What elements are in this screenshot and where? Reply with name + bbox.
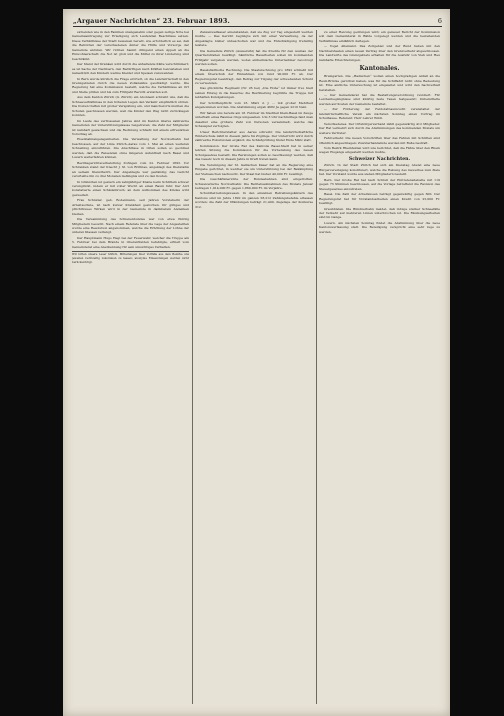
article-paragraph: Der Schöffenpflicht vom 23. März d. J. ... mit großer Mehrheit angenommen worden. Die Abstimmung ergab 4682 Ja gegen 2210 Nein. [195, 100, 313, 110]
article-paragraph: Die Vereinigung der St. Gallischen Käser hat an die Regierung eine Eingabe gerichtet, in welcher sie um Unterstützung bei der Bekämpfung der Viehseuchen nachsucht. Der Staat hat bisher 40,000 Fr. bewilligt. [195, 162, 313, 176]
article-paragraph: Vom Bezirk Rheinfelden wird uns berichtet, daß die Fähre über den Rhein wegen Eisgangs eingestellt werden mußte. [319, 145, 440, 155]
article-paragraph: Eisenbahnangelegenheiten. Die Verwaltung der Nordostbahn hat beschlossen, auf der Linie Zürich–Aarau vom 1. Mai an einen weiteren Schnellzug einzuführen. Die Anschlüsse in Olten sollen so geordnet werden, daß die Reisenden ohne längeren Aufenthalt nach Basel und Luzern weiterfahren können. [72, 137, 189, 160]
header-title: „Argauer Nachrichten“ 23. Februar 1893. [73, 17, 230, 25]
article-paragraph: zu einer Heizung gedrungen wird; ein genauer Bericht der Kommission soll dem Gemeinderat in Bälde vorgelegt werden und die bestehenden Verhältnisse einläßlich darlegen. [319, 30, 440, 43]
article-paragraph: Das glückliche Regiment (Nr. 26 bei) „Die Hohe“ ist immer frei, hielt seinen Einzug in die Kaserne; die Bevölkerung begrüßte die Truppe mit lebhaften Kundgebungen. [195, 86, 313, 100]
section-heading: Schweizer Nachrichten. [348, 156, 411, 162]
newspaper-page [63, 9, 450, 716]
left-column [72, 30, 189, 706]
article-paragraph: Baselstädtische Rechnung. Die Staatsrechnung pro 1892 schließt mit einem Überschuß der Einnahmen von rund 90,000 Fr. ab. Der Regierungsrat beantragt, den Betrag zur Tilgung der schwebenden Schuld zu verwenden. [195, 67, 313, 85]
article-paragraph: sichenden wie in den Familien unangenehm oder gegen zeitige Nöte bei Gemeinsamtragung zur Erledigung sich Laufenden Beschlüsse setzen. Diese Verhältnisse der Stadt beweisen beredt, wie erforderlich es sei, daß die Behörden der verschiedenen Ämter die Hülfe und Vorsorge der Gemeinde anrufen. Wir richten hiemit dringend einen Appell an die Einwohnerschaft; die Not ist groß und die Mittel zu ihrer Linderung sind beschränkt. [72, 30, 189, 61]
article-paragraph: Bern. Der Große Rat hat nach Schluß der Eintretensdebatte mit 119 gegen 73 Stimmen beschlossen, auf die Vorlage betreffend die Revision des Steuergesetzes einzutreten. [319, 177, 440, 191]
article-paragraph: Basel. Die Zahl der Arbeitslosen beträgt gegenwärtig gegen 600. Der Regierungsrat hat für Notstandsarbeiten einen Kredit von 25,000 Fr. bewilligt. [319, 192, 440, 206]
article-paragraph: Luzern. Am nächsten Sonntag findet die Abstimmung über die neue Kantonsverfassung statt. Die Beteiligung verspricht eine sehr rege zu werden. [319, 220, 440, 234]
article-paragraph: Unser Berichterstatter aus Aarau schreibt: Die landwirtschaftliche Winterschule zählt in diesem Jahre 64 Zöglinge. Der Unterricht wird durch zahlreiche Exkursionen ergänzt; die Schlußprüfung findet Ende März statt. [195, 129, 313, 143]
page-number: 6 [437, 17, 442, 25]
article-paragraph: Graubünden. Die Bündnerbahn meldet, daß infolge starker Schneefälle der Verkehr auf mehreren Linien unterbrochen ist. Die Räumungsarbeiten sind im Gange. [319, 206, 440, 220]
article-paragraph: In Bern wurde kürzlich die Frage erörtert, ob die Landwirtschaft in den Grenzgebieten durch die neuen Zollansätze geschädigt werde. Die Regierung hat eine Kommission bestellt, welche die Verhältnisse an Ort und Stelle prüfen und bis zum Frühjahr Bericht erstatten soll. [72, 76, 189, 94]
column-divider [192, 30, 193, 704]
article-paragraph: Verschiedenes. Der Ortsbürgerverband zählt gegenwärtig 412 Mitglieder. Der Rat vermehrt sich durch die Abstimmungen des kommenden Monats um weitere Vertreter. [319, 121, 440, 135]
article-paragraph: Im Laufe des verflossenen Jahres sind im Kanton Glarus zahlreiche Gemeinden der Unterstützungskasse beigetreten; die Zahl der Mitglieder ist namhaft gewachsen und die Rechnung schließt mit einem erfreulichen Vorschlag ab. [72, 118, 189, 136]
column-divider [316, 30, 317, 704]
article-paragraph: Frau Schnider, geb. Bodenmann, seit Jahren Vorsteherin der Arbeitsschule, ist nach kurzer Krankheit gestorben. Ihr gütiges und pflichttreues Wirken wird in der Gemeinde in dankbarem Andenken bleiben. [72, 198, 189, 216]
article-paragraph: Kommission. Der Große Rat des Kantons Basel-Stadt hat in seiner letzten Sitzung die Kommission für die Vorberatung des neuen Schulgesetzes bestellt. Die Beratungen sollen so beschleunigt werden, daß das Gesetz noch in diesem Jahre in Kraft treten kann. [195, 143, 313, 162]
article-paragraph: Bremgarten. Die „Badischen“ wollen einen hochgradigen Anfall an die Reuß-Brücke gerichtet haben, was für die Schiffahrt nicht ohne Bedeutung ist. Eine amtliche Untersuchung ist eingeleitet und wird den Sachverhalt feststellen. [319, 74, 440, 92]
article-paragraph: — Der Gemeinderat hat die Bestattungsverordnung revidiert. Für Leichenbegängnisse sind künftig feste Taxen festgesetzt; Unbemittelte werden auf Kosten der Gemeinde bestattet. [319, 92, 440, 106]
article-paragraph: Schuldbetreibungswesen. In den einzelnen Betreibungsämtern des Kantons sind im Jahre 1892 im ganzen 58,212 Zahlungsbefehle erlassen worden; die Zahl der Pfändungen beträgt 21,400, diejenige der Konkurse 312. [195, 191, 313, 209]
article-paragraph: Wir haben uns bereits am 18. Februar im Stadtteil Klein-Basel im Zeuge unterhalb eines Baumes rings umgesehen. Um 3 Uhr nachmittags fand man daselbst eine größere Zahl von Personen versammelt, welche das Schauspiel verfolgten. [195, 110, 313, 129]
article-paragraph: Zürich. In der Stadt Zürich hat sich am Dienstag Abend eine neue Bürgervereinigung konstituiert, welche die Hebung des Gewerbes zum Ziele hat. Der Vorstand wurde aus sieben Mitgliedern bestellt. [319, 163, 440, 177]
page-header [73, 13, 442, 27]
right-column [319, 30, 440, 706]
article-paragraph: Die Gemeinde Zürich (Aussersihl) hat die Kredite für den Ausbau der Quartierstraßen bewilligt. Sämtliche Bauarbeiten sollen im kommenden Frühjahr vergeben werden, wobei einheimische Unternehmer bevorzugt werden sollen. [195, 48, 313, 67]
article-paragraph: Die Versammlung des Schienenbundes war von etwa fünfzig Mitgliedern besucht. Nach einem Referate über die Lage der Angestellten wurde eine Resolution angenommen, welche die Erhöhung der Löhne der unteren Klassen verlangt. [72, 217, 189, 235]
section-heading: Kantonales. [359, 65, 400, 73]
article-paragraph: Der Stand der Kranken wird durch die anhaltende Kälte verschlimmert; es ist Sache der Nachbarn, den Bedürftigen nach Kräften beizustehen und namentlich den Kindern warme Kleider und Speisen zuzuwenden. [72, 62, 189, 76]
article-paragraph: — Zur Förderung der Feldobstbaumzucht veranstaltet der landwirtschaftliche Verein am nächsten Sonntag einen Vortrag im Schulhause. Referent: Herr Lehrer Wildi. [319, 107, 440, 121]
article-paragraph: Der Hauptmann Hugo Hegi bei der Feuerwehr, welcher die Truppe am 5. Februar bei dem Brande in Oberentfelden befehligte, erhielt vom Gemeinderat eine Anerkennung für sein umsichtiges Verhalten. [72, 235, 189, 249]
article-paragraph: Zanzenwalfasser einenstanden, daß sie Zug vor Tag eingestellt werden mußte. — Das Gericht begnügte sich mit einer Verwarnung, da der Angeklagte bisher unbescholten war und die Entschädigung freiwillig leistete. [195, 30, 313, 48]
footnote: Wir bitten unsere Leser höflich, Mitteilungen über Vorfälle aus dem Bezirke uns jeweilen rechtzeitig zukommen zu lassen; anonyme Einsendungen werden nicht berücksichtigt. [72, 252, 189, 264]
middle-column [195, 30, 313, 706]
article-paragraph: Fahrverkehr. Die neuen Vorschriften über das Fahren mit Schlitten sind öffentlich angeschlagen; Zuwiderhandelnde werden mit Buße bestraft. [319, 136, 440, 145]
article-paragraph: In Gränichen ist gestern ein zehnjähriger Knabe beim Schlitteln schwer verunglückt, indem er mit voller Wucht an einen Baum fuhr. Der Arzt konstatierte einen Schädelbruch; an dem Aufkommen des Kindes wird gezweifelt. [72, 179, 189, 197]
article-paragraph: Aus dem Kanton Zürich (G. Zürich) ein Abonnent schreibt uns, daß die Schneeverhältnisse in den höheren Lagen den Verkehr empfindlich stören. Die Posten treffen mit großer Verspätung ein, und mancherorts mußten die Schulen geschlossen werden, weil die Kinder den Weg nicht zurücklegen konnten. [72, 95, 189, 118]
article-paragraph: Bezirksgerichtsverhandlung Zofingen vom 22. Februar 1893. Vor Schranken stand der Knecht J. St. von Brittnau, angeklagt des Diebstahls an seinem Dienstherrn. Der Angeklagte war geständig; das Gericht verurteilte ihn zu drei Monaten Gefängnis und zu den Kosten. [72, 160, 189, 179]
article-paragraph: Die Geschäftsberichte der Bundesbahnen sind eingetroffen. Schweizerische Nordostbahn: Die Betriebseinnahmen des Monats Januar betragen 1,914,000 Fr. gegen 1,860,000 Fr. im Vorjahre. [195, 177, 313, 190]
article-paragraph: — Vogel Allemand. Das Zollgebiet und der Bund haben mit den Nachbarstaaten einen neuen Vertrag über den Grenzverkehr abgeschlossen. Die Landwirte des Grenzgebiets erhalten für die Ausfuhr von Vieh und Heu namhafte Erleichterungen. [319, 44, 440, 62]
